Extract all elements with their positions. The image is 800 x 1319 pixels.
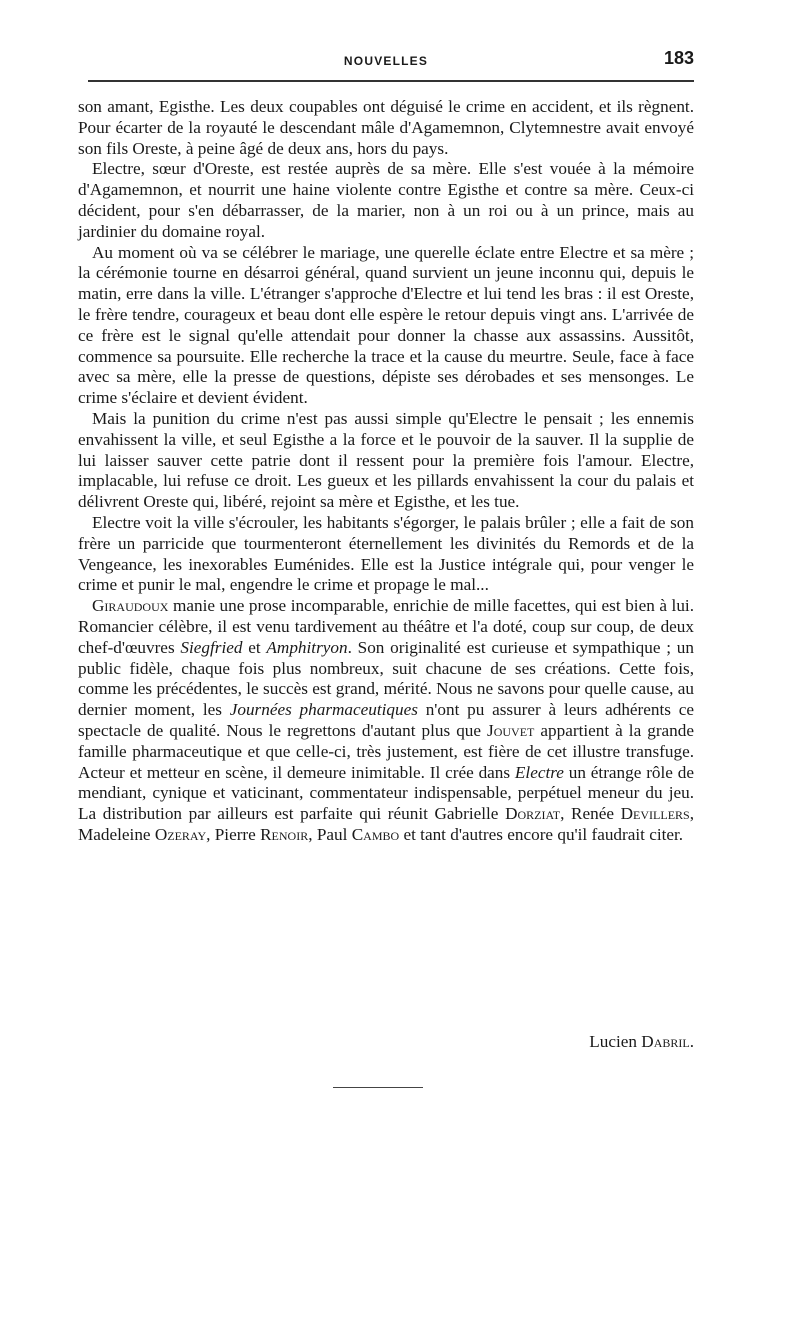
actor-name-cambo: Cambo bbox=[351, 824, 400, 844]
paragraph-1: son amant, Egisthe. Les deux coupables ont déguisé le crime en accident, et ils règnent. Pour écarter de la royauté le descendant mâle d'Agamemnon, Clytemnestre avait envoyé son fils Oreste, à peine âgé de deux ans, hors du pays. bbox=[78, 97, 694, 158]
text-run: , Pierre bbox=[206, 824, 261, 844]
text-run: un étrange rôle de mendiant, cynique et vaticinant, commentateur indispensable, perpétuel meneur du jeu. La distribution par ailleurs est parfaite qui réunit Gabrielle bbox=[78, 762, 694, 824]
article-body bbox=[78, 97, 694, 846]
text-run: manie une prose incomparable, enrichie de mille facettes, qui est bien à lui. Romancier célèbre, il est venu tardivement au théâtre et l'a doté, coup sur coup, de deux chef-d'œuvres bbox=[78, 596, 694, 657]
actor-name-dorziat: Dorziat bbox=[505, 804, 561, 824]
actor-name-devillers: Devillers bbox=[620, 804, 690, 824]
paragraph-6 bbox=[78, 596, 694, 846]
author-name-giraudoux: Giraudoux bbox=[92, 596, 169, 616]
text-run: et bbox=[242, 637, 267, 657]
author-signature bbox=[589, 1032, 694, 1052]
text-run: , Madeleine bbox=[78, 804, 694, 844]
text-run: et tant d'autres encore qu'il faudrait citer. bbox=[399, 824, 684, 844]
text-run: n'ont pu assurer à leurs adhérents ce spectacle de qualité. Nous le regrettons d'autant plus que bbox=[78, 700, 694, 740]
actor-name-ozeray: Ozeray bbox=[154, 824, 207, 844]
actor-name-renoir: Renoir bbox=[260, 824, 309, 844]
text-run: appartient à la grande famille pharmaceutique et que celle-ci, très justement, est fière de cet illustre transfuge. Acteur et metteur en scène, il demeure inimitable. Il crée dans bbox=[78, 720, 694, 782]
signature-last-name: Dabril. bbox=[641, 1032, 694, 1051]
title-journees: Journées pharmaceutiques bbox=[229, 700, 418, 720]
title-siegfried: Siegfried bbox=[180, 637, 243, 657]
text-run: Renée bbox=[564, 804, 621, 824]
text-run: . Son originalité est curieuse et sympathique ; un public fidèle, chaque fois plus nombreux, suit chacune de ses créations. Cette fois, comme les précédentes, le succès est grand, mérité. Nous ne savons pour quelle cause, au dernier moment, les bbox=[78, 637, 694, 720]
paragraph-4: Mais la punition du crime n'est pas aussi simple qu'Electre le pensait ; les ennemis envahissent la ville, et seul Egisthe a la force et le pouvoir de la sauver. Il la supplie de lui laisser sauver cette patrie dont il ressent pour la première fois l'amour. Electre, implacable, lui refuse ce droit. Les gueux et les pillards envahissent la cour du palais et délivrent Oreste qui, libéré, rejoint sa mère et Egisthe, et les tue. bbox=[78, 408, 694, 512]
header-rule bbox=[88, 80, 694, 82]
title-electre: Electre bbox=[514, 762, 564, 782]
paragraph-5: Electre voit la ville s'écrouler, les habitants s'égorger, le palais brûler ; elle a fait de son frère un parricide que tourmenteront éternellement les divinités du Remords et de la Vengeance, les inexorables Euménides. Elle est la Justice intégrale qui, pour venger le crime et punir le mal, engendre le crime et propage le mal... bbox=[78, 512, 694, 595]
text-run: , bbox=[560, 804, 565, 824]
actor-name-jouvet: Jouvet bbox=[487, 720, 535, 740]
page-header bbox=[78, 0, 694, 82]
page-number: 183 bbox=[663, 48, 694, 68]
document-page bbox=[78, 0, 694, 1051]
signature-first-name: Lucien bbox=[589, 1032, 642, 1051]
paragraph-2: Electre, sœur d'Oreste, est restée auprès de sa mère. Elle s'est vouée à la mémoire d'Agamemnon, et nourrit une haine violente contre Egisthe et contre sa mère. Ceux-ci décident, pour s'en débarrasser, de la marier, non à un roi ou à un prince, mais au jardinier du domaine royal. bbox=[78, 159, 694, 241]
end-rule bbox=[333, 1087, 423, 1088]
running-head: NOUVELLES bbox=[343, 54, 429, 68]
text-run: , Paul bbox=[308, 824, 352, 844]
paragraph-3: Au moment où va se célébrer le mariage, une querelle éclate entre Electre et sa mère ; la cérémonie tourne en désarroi général, quand survient un jeune inconnu qui, depuis le matin, erre dans la ville. L'étranger s'approche d'Electre et lui tend les bras : il est Oreste, le frère tendre, courageux et beau dont elle espère le retour depuis vingt ans. L'arrivée de ce frère est le signal qu'elle attendait pour donner la chasse aux assassins. Aussitôt, commence sa poursuite. Elle recherche la trace et la cause du meurtre. Seule, face à face avec sa mère, elle la presse de questions, dépiste ses dérobades et ses mensonges. Le crime s'éclaire et devient évident. bbox=[78, 242, 694, 408]
title-amphitryon: Amphitryon bbox=[266, 637, 348, 657]
